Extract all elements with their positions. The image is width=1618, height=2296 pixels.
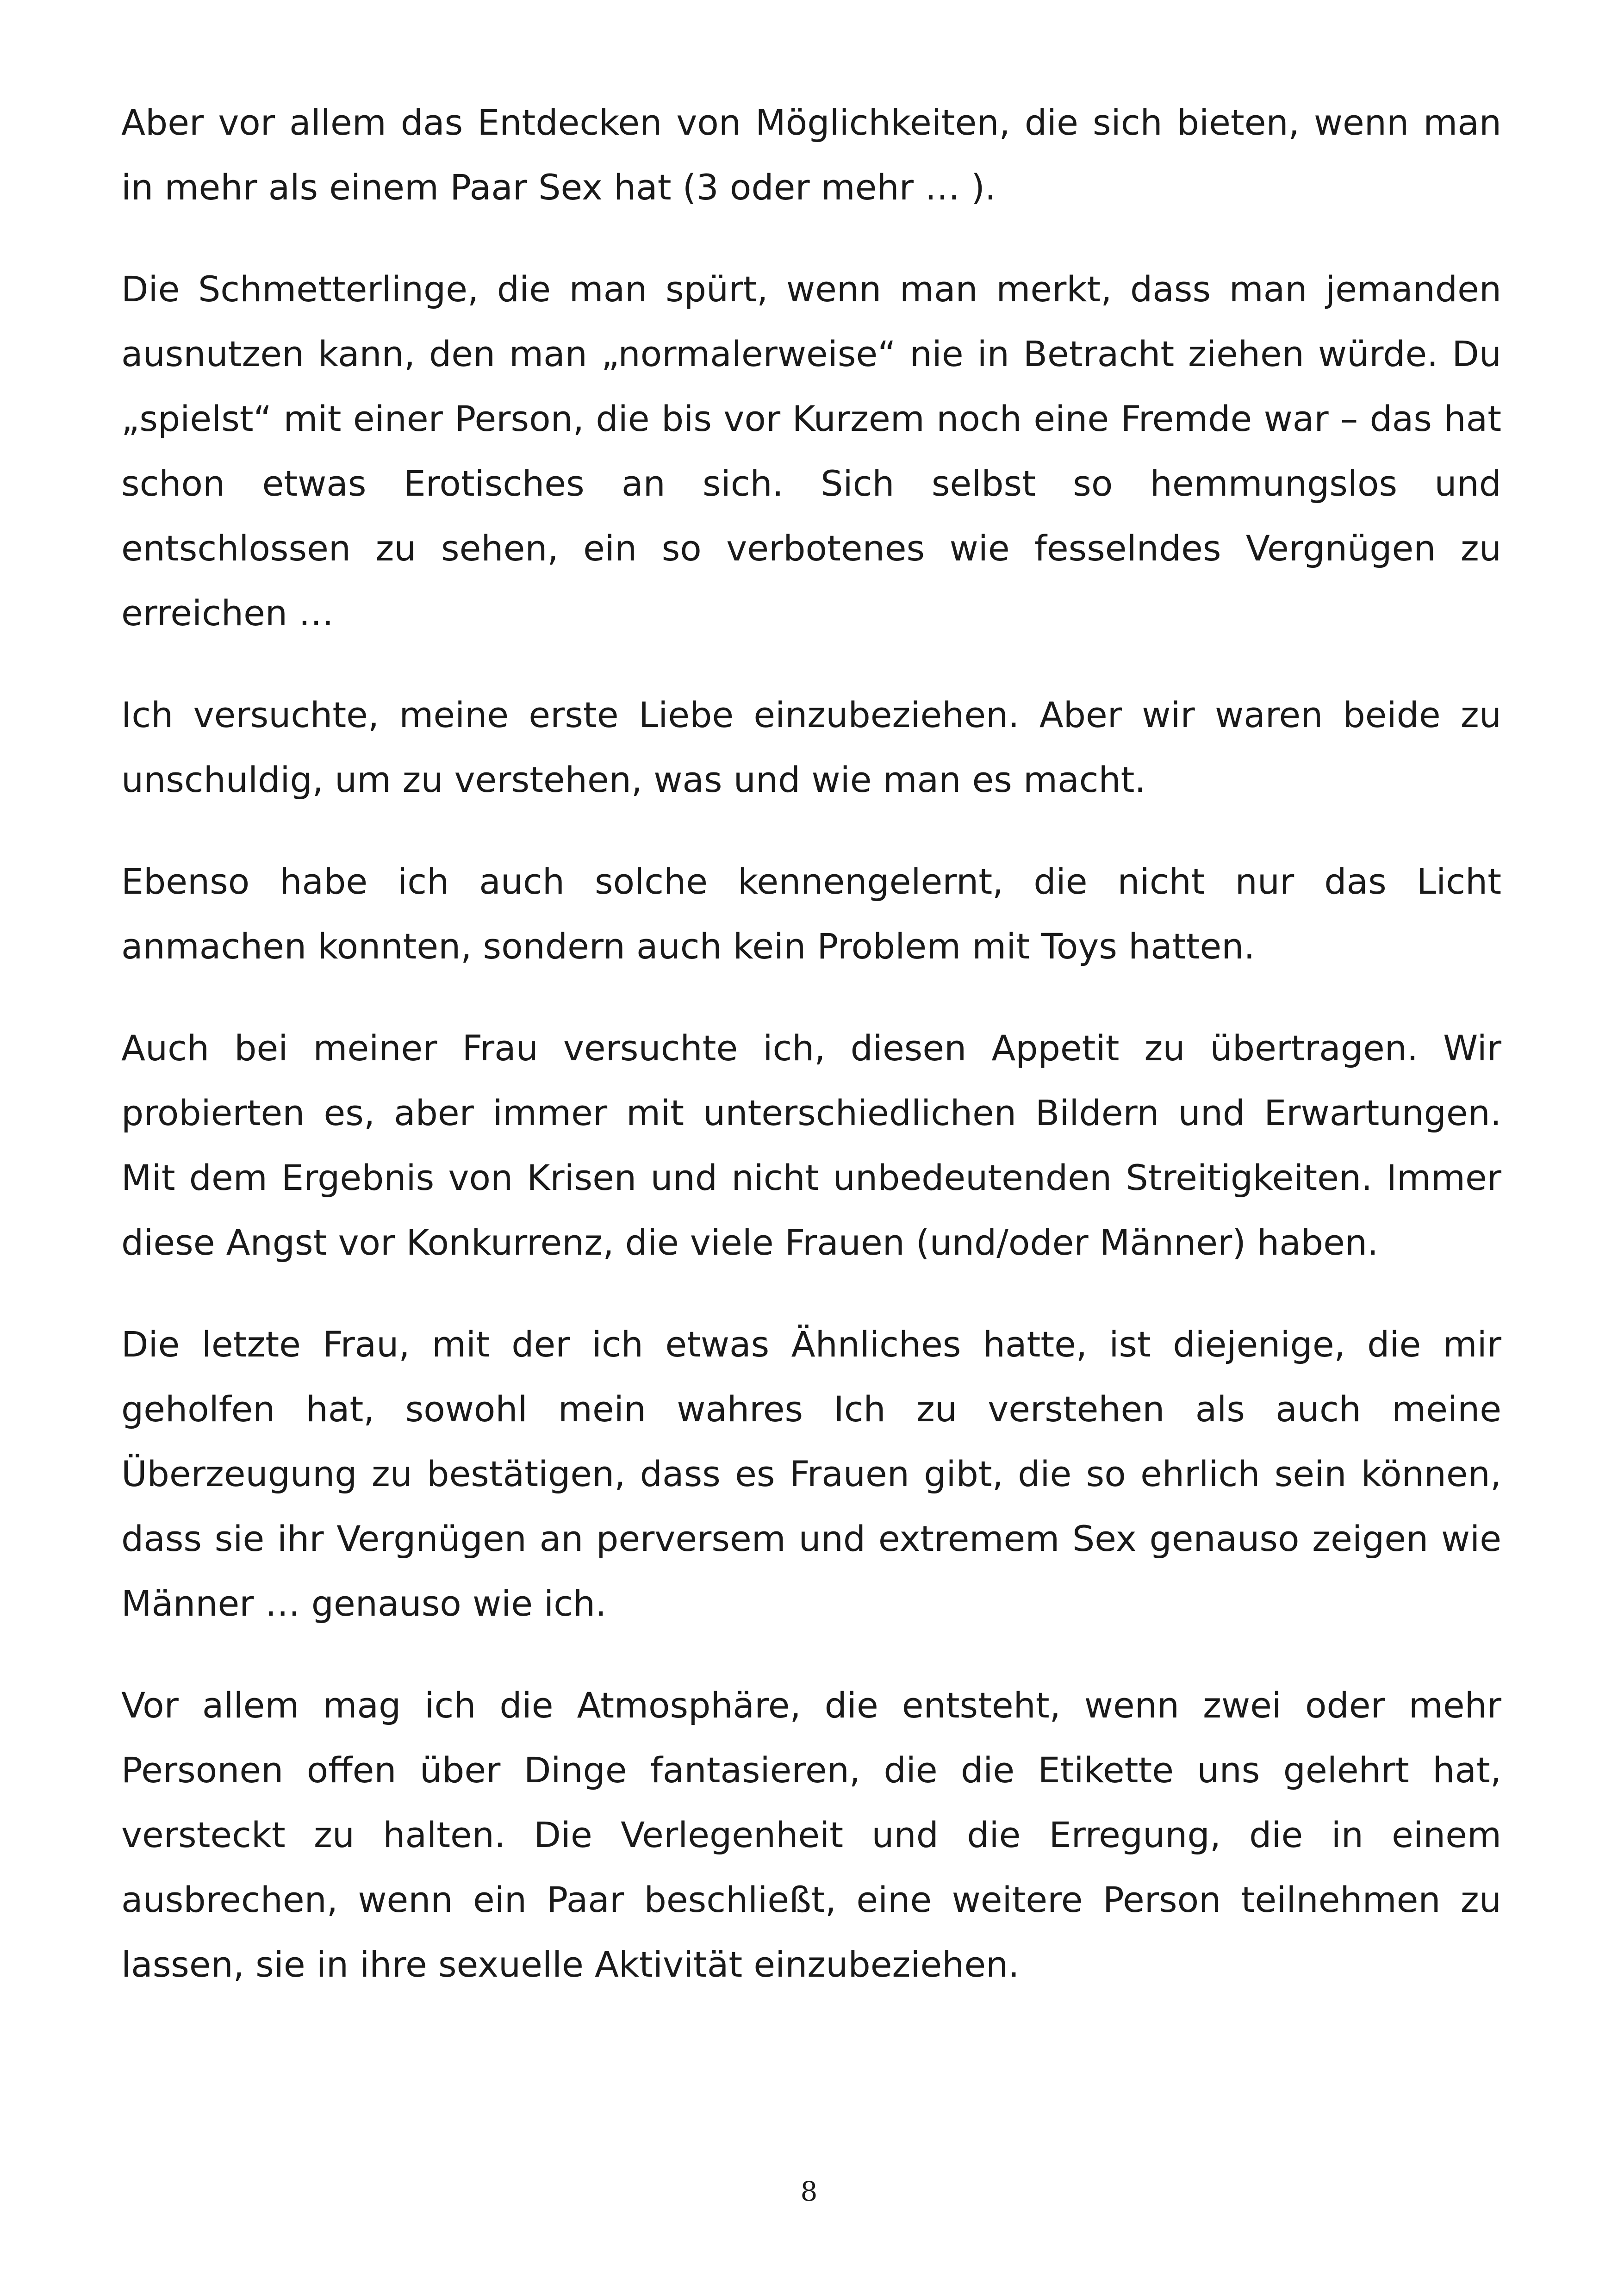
paragraph-5: Auch bei meiner Frau versuchte ich, diesen Appetit zu übertragen. Wir probierten es, aber immer mit unterschiedlichen Bildern und Erwartungen. Mit dem Ergebnis von Krisen und nicht unbedeutenden Streitigkeiten. Immer diese Angst vor Konkurrenz, die viele Frauen (und/oder Männer) haben. (121, 1027, 1501, 1263)
body-text (121, 90, 1501, 2034)
paragraph-6: Die letzte Frau, mit der ich etwas Ähnliches hatte, ist diejenige, die mir geholfen hat, sowohl mein wahres Ich zu verstehen als auch meine Überzeugung zu bestätigen, dass es Frauen gibt, die so ehrlich sein können, dass sie ihr Vergnügen an perversem und extremem Sex genauso zeigen wie Männer … genauso wie ich. (121, 1324, 1501, 1624)
paragraph-2: Die Schmetterlinge, die man spürt, wenn man merkt, dass man jemanden ausnutzen kann, den man „normalerweise“ nie in Betracht ziehen würde. Du „spielst“ mit einer Person, die bis vor Kurzem noch eine Fremde war – das hat schon etwas Erotisches an sich. Sich selbst so hemmungslos und entschlossen zu sehen, ein so verbotenes wie fesselndes Vergnügen zu erreichen … (121, 268, 1501, 634)
paragraph-3: Ich versuchte, meine erste Liebe einzubeziehen. Aber wir waren beide zu unschuldig, um zu verstehen, was und wie man es macht. (121, 694, 1501, 800)
paragraph-7: Vor allem mag ich die Atmosphäre, die entsteht, wenn zwei oder mehr Personen offen über Dinge fantasieren, die die Etikette uns gelehrt hat, versteckt zu halten. Die Verlegenheit und die Erregung, die in einem ausbrechen, wenn ein Paar beschließt, eine weitere Person teilnehmen zu lassen, sie in ihre sexuelle Aktivität einzubeziehen. (121, 1685, 1501, 1985)
paragraph-4: Ebenso habe ich auch solche kennengelernt, die nicht nur das Licht anmachen konnten, sondern auch kein Problem mit Toys hatten. (121, 861, 1501, 967)
page-number: 8 (800, 2176, 818, 2207)
paragraph-1: Aber vor allem das Entdecken von Möglichkeiten, die sich bieten, wenn man in mehr als einem Paar Sex hat (3 oder mehr … ). (121, 102, 1501, 208)
